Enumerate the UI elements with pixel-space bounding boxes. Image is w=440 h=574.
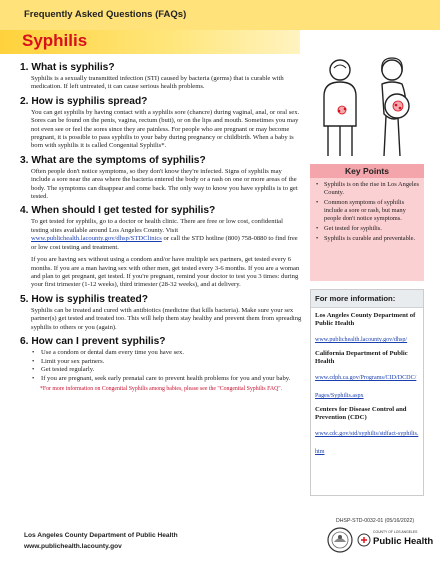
logo-public-health-text: Public Health xyxy=(373,536,434,547)
section-body-4b: If you are having sex without using a condom and/or have multiple sex partners, get tested every 6 months. If you are a man having sex with other men, get tested every 3-6 months. If you are a woman and plan to get pregnant, get tested. If you're pregnant, remind your doctor to test you 3 times: during your first trimester (1-12 weeks), third trimester (28-32 weeks), and at delivery. xyxy=(31,256,300,289)
footer-url[interactable]: www.publichealth.lacounty.gov xyxy=(24,543,122,550)
list-item: • Syphilis is curable and preventable. xyxy=(316,235,420,243)
section-body-1: Syphilis is a sexually transmitted infection (STI) caused by bacteria (germs) that is curable with medication. If left untreated, it can cause serious health problems. xyxy=(31,75,284,91)
key-points-heading: Key Points xyxy=(310,164,424,178)
section-heading-6: 6. How can I prevent syphilis? xyxy=(20,335,166,347)
prevention-list xyxy=(31,349,302,383)
section-heading-5: 5. How is syphilis treated? xyxy=(20,293,148,305)
key-points-box xyxy=(310,164,424,281)
org-name: California Department of Public Health xyxy=(315,350,408,365)
county-seal-icon xyxy=(327,527,353,553)
org-entry xyxy=(311,346,423,402)
section-body-5: Syphilis can be treated and cured with antibiotics (medicine that kills bacteria). Make sure your sex partner(s) get tested and treated too. This will help them stay healthy and prevent them from spreading syphilis to others or you (again). xyxy=(31,306,302,331)
org-name: Centers for Disease Control and Prevention (CDC) xyxy=(315,406,407,421)
section-heading-4: 4. When should I get tested for syphilis? xyxy=(20,205,216,217)
page-title: Syphilis xyxy=(22,31,88,50)
section-body-4 xyxy=(31,218,302,252)
org-entry xyxy=(311,308,423,346)
org-entry xyxy=(311,402,423,458)
org-link[interactable]: www.cdph.ca.gov/Programs/CID/DCDC/Pages/Syphilis.aspx xyxy=(315,375,417,399)
section-body-2: You can get syphilis by having contact with a syphilis sore (chancre) during vaginal, anal, or oral sex. Sores can be found on the penis, vagina, rectum (butt), or on the lips and mouth. Sometimes you may not even see or feel the sores since they are painless. For people who are pregnant or may become pregnant, it is possible to pass syphilis to your baby during pregnancy or childbirth. When a baby is born with syphilis it is called Congenital Syphilis*. xyxy=(31,108,300,150)
people-illustration xyxy=(310,56,425,160)
key-points-list xyxy=(310,178,424,243)
woman-figure xyxy=(382,58,409,156)
more-info-box xyxy=(310,289,424,496)
document-id: DHSP-STD-0032-01 (05/16/2022) xyxy=(336,518,415,524)
section-body-4-post: or call the STD hotline (800) 758-0880 to find free or low cost testing and treatment. xyxy=(31,235,298,251)
section-heading-1: 1. What is syphilis? xyxy=(20,62,115,73)
list-item: • Limit your sex partners. xyxy=(31,358,302,367)
footer-org: Los Angeles County Department of Public Health xyxy=(24,532,178,539)
list-item: • Use a condom or dental dam every time you have sex. xyxy=(31,349,302,358)
congenital-note: *For more information on Congenital Syphilis among babies, please see the "Congenital Syphilis FAQ". xyxy=(40,386,283,393)
list-item: • Common symptoms of syphilis include a sore or rash, but many people don't notice symptoms. xyxy=(316,199,420,223)
section-body-3: Often people don't notice symptoms, so they don't know they're infected. Signs of syphilis may include a sore near the area where the bacteria entered the body or a rash on one or more areas of the body. The symptoms can disappear and come back. The only way to know you have syphilis is to get tested. xyxy=(31,167,298,201)
logo-county-text: COUNTY OF LOS ANGELES xyxy=(373,530,418,534)
org-link[interactable]: www.publichealth.lacounty.gov/dhsp/ xyxy=(315,337,408,343)
org-name: Los Angeles County Department of Public Health xyxy=(315,312,416,327)
std-clinics-link[interactable]: www.publichealth.lacounty.gov/dhsp/STDClinics xyxy=(31,235,162,243)
section-heading-3: 3. What are the symptoms of syphilis? xyxy=(20,154,206,166)
list-item: • Get tested for syphilis. xyxy=(316,225,420,233)
section-heading-2: 2. How is syphilis spread? xyxy=(20,95,148,107)
list-item: • Get tested regularly. xyxy=(31,366,302,375)
more-info-heading: For more information: xyxy=(311,290,423,308)
list-item: • Syphilis is on the rise in Los Angeles County. xyxy=(316,181,420,197)
list-item: • If you are pregnant, seek early prenatal care to prevent health problems for you and your baby. xyxy=(31,375,302,384)
main-content xyxy=(20,58,302,393)
faq-label: Frequently Asked Questions (FAQs) xyxy=(24,9,187,20)
section-body-4-pre: To get tested for syphilis, go to a doctor or health clinic. There are free or low cost, confidential testing sites available around Los Angeles County. Visit xyxy=(31,218,283,234)
org-link[interactable]: www.cdc.gov/std/syphilis/stdfact-syphilis.htm xyxy=(315,431,419,455)
man-figure xyxy=(324,60,356,156)
